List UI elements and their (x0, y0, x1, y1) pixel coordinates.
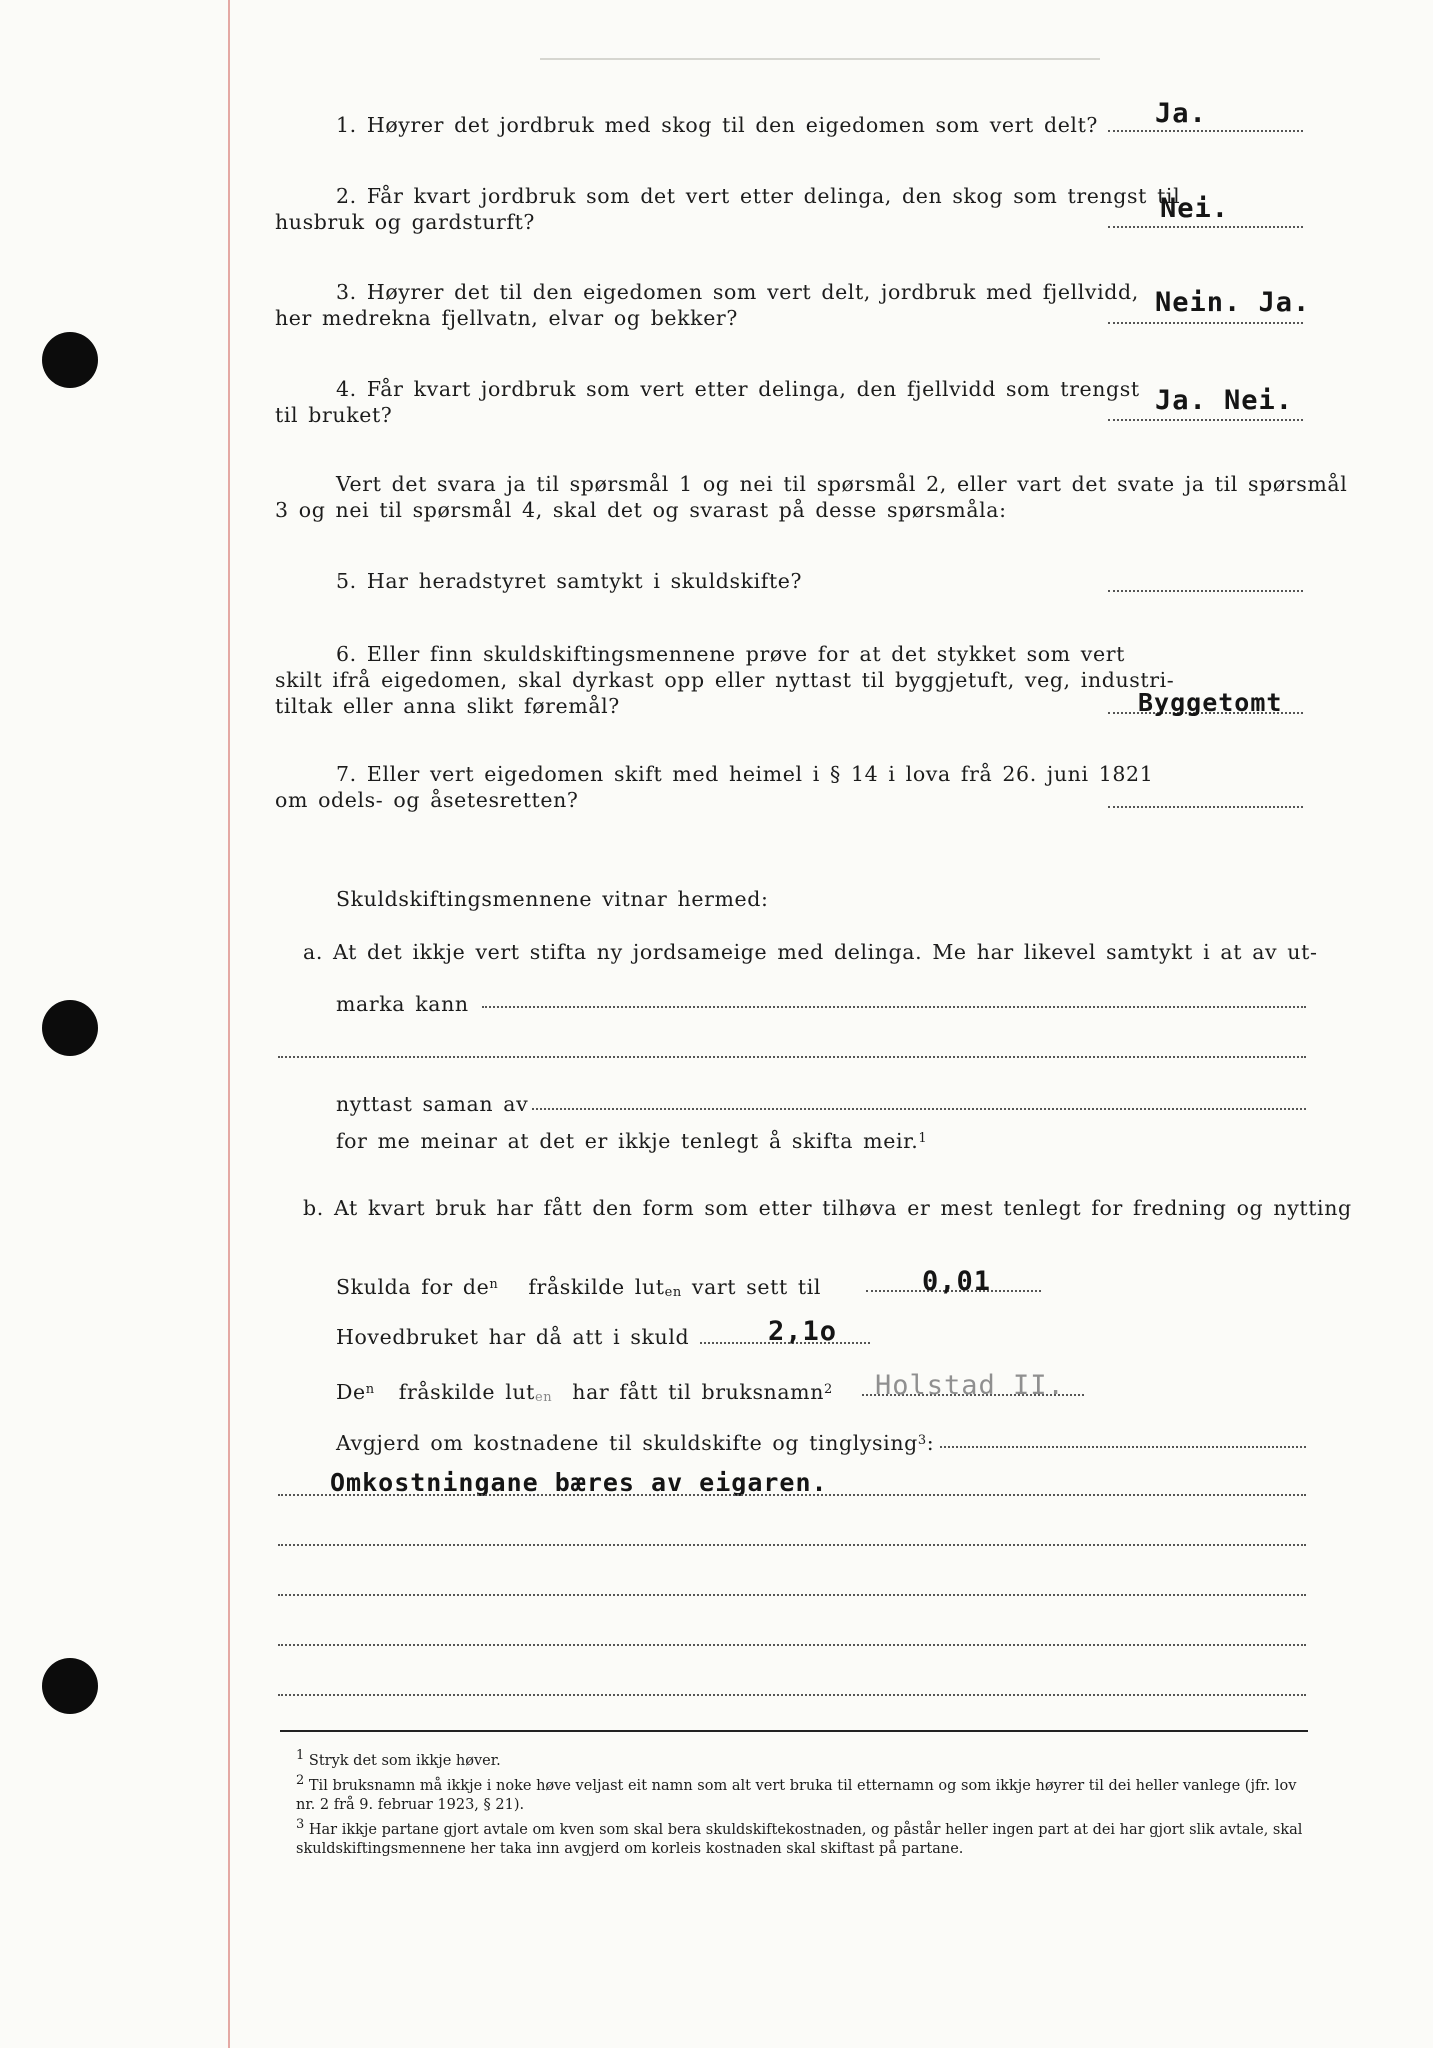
answer-line-4[interactable] (1108, 419, 1303, 421)
footnote-3: 3 Har ikkje partane gjort avtale om kven som skal bera skuldskiftekostnaden, og påstår heller ingen part at dei har gjort slik avtale, skal skuldskiftingsmennene her taka inn avgjerd om korleis kostnaden skal skiftast på partane. (296, 1817, 1303, 1857)
avgjerd-line-2[interactable] (278, 1544, 1306, 1546)
witness-heading: Skuldskiftingsmennene vitnar hermed: (336, 887, 769, 911)
answer-4: Ja. Nei. (1155, 385, 1294, 416)
question-6-line2: skilt ifrå eigedomen, skal dyrkast opp eller nyttast til byggjetuft, veg, industri- (275, 668, 1175, 692)
footnote-rule (280, 1730, 1308, 1732)
answer-line-1[interactable] (1108, 130, 1303, 132)
top-mark (540, 58, 1100, 60)
question-3-line2: her medrekna fjellvatn, elvar og bekker? (275, 306, 738, 330)
question-5: 5. Har heradstyret samtykt i skuldskifte? (336, 569, 803, 593)
nyttast-field[interactable] (532, 1108, 1306, 1110)
punch-hole-middle (42, 1000, 98, 1056)
section-b-line1: b. At kvart bruk har fått den form som etter tilhøva er mest tenlegt for fredning og nytting (303, 1196, 1352, 1220)
question-2-line1: 2. Får kvart jordbruk som det vert etter delinga, den skog som trengst til (336, 184, 1181, 208)
question-6-line3: tiltak eller anna slikt føremål? (275, 694, 620, 718)
answer-line-7[interactable] (1108, 806, 1303, 808)
question-7-line1: 7. Eller vert eigedomen skift med heimel i § 14 i lova frå 26. juni 1821 (336, 762, 1154, 786)
punch-hole-top (42, 332, 98, 388)
intro-line1: Vert det svara ja til spørsmål 1 og nei til spørsmål 2, eller vart det svate ja til spørsmål (336, 472, 1348, 496)
section-a-line3: nyttast saman av (336, 1092, 529, 1116)
utmark-field-2[interactable] (278, 1056, 1306, 1058)
avgjerd-line-1[interactable] (278, 1494, 1306, 1496)
question-7-line2: om odels- og åsetesretten? (275, 788, 579, 812)
answer-1: Ja. (1155, 98, 1207, 129)
question-2-line2: husbruk og gardsturft? (275, 210, 536, 234)
section-a-line4: for me meinar at det er ikkje tenlegt å skifta meir.$^1$ (336, 1129, 928, 1153)
avgjerd-value: Omkostningane bæres av eigaren. (330, 1468, 828, 1497)
question-6-line1: 6. Eller finn skuldskiftingsmennene prøve for at det stykket som vert (336, 642, 1125, 666)
intro-line2: 3 og nei til spørsmål 4, skal det og svarast på desse spørsmåla: (275, 498, 1007, 522)
answer-3: Nein. Ja. (1155, 287, 1311, 318)
avgjerd-line-5[interactable] (278, 1694, 1306, 1696)
avgjerd-field[interactable] (940, 1446, 1306, 1448)
avgjerd-line-3[interactable] (278, 1594, 1306, 1596)
question-1: 1. Høyrer det jordbruk med skog til den eigedomen som vert delt? (336, 113, 1099, 137)
section-a-line2: marka kann (336, 992, 469, 1016)
question-3-line1: 3. Høyrer det til den eigedomen som vert delt, jordbruk med fjellvidd, (336, 280, 1139, 304)
section-a-line1: a. At det ikkje vert stifta ny jordsameige med delinga. Me har likevel samtykt i at av ut- (303, 940, 1318, 964)
skulda-row: Skulda for $de^n$ fråskilde luten vart sett til (336, 1275, 822, 1300)
footnote-2: 2 Til bruksnamn må ikkje i noke høve veljast eit namn som alt vert bruka til etternamn og som ikkje høyrer til dei heller vanlege (jfr. lov nr. 2 frå 9. februar 1923, § 21). (296, 1773, 1297, 1813)
punch-hole-bottom (42, 1658, 98, 1714)
avgjerd-label: Avgjerd om kostnadene til skuldskifte og tinglysing$^3$: (336, 1431, 935, 1455)
margin-rule (228, 0, 230, 2048)
footnotes (296, 1746, 1316, 1859)
answer-2: Nei. (1160, 193, 1230, 224)
question-4-line1: 4. Får kvart jordbruk som vert etter delinga, den fjellvidd som trengst (336, 377, 1140, 401)
answer-6: Byggetomt (1138, 688, 1283, 717)
bruksnamn-row: De$^n$ fråskilde luten har fått til bruksnamn$^2$ (336, 1380, 833, 1405)
question-4-line2: til bruket? (275, 403, 393, 427)
hovedbruk-value: 2,1o (768, 1316, 838, 1347)
footnote-1: 1 Stryk det som ikkje høver. (296, 1748, 501, 1769)
skulda-value: 0,01 (922, 1266, 992, 1297)
answer-line-2[interactable] (1108, 226, 1303, 228)
utmark-field[interactable] (482, 1006, 1306, 1008)
hovedbruk-label: Hovedbruket har då att i skuld (336, 1325, 690, 1349)
answer-line-3[interactable] (1108, 322, 1303, 324)
bruksnamn-value: Holstad II. (875, 1370, 1065, 1401)
answer-line-5[interactable] (1108, 590, 1303, 592)
avgjerd-line-4[interactable] (278, 1644, 1306, 1646)
